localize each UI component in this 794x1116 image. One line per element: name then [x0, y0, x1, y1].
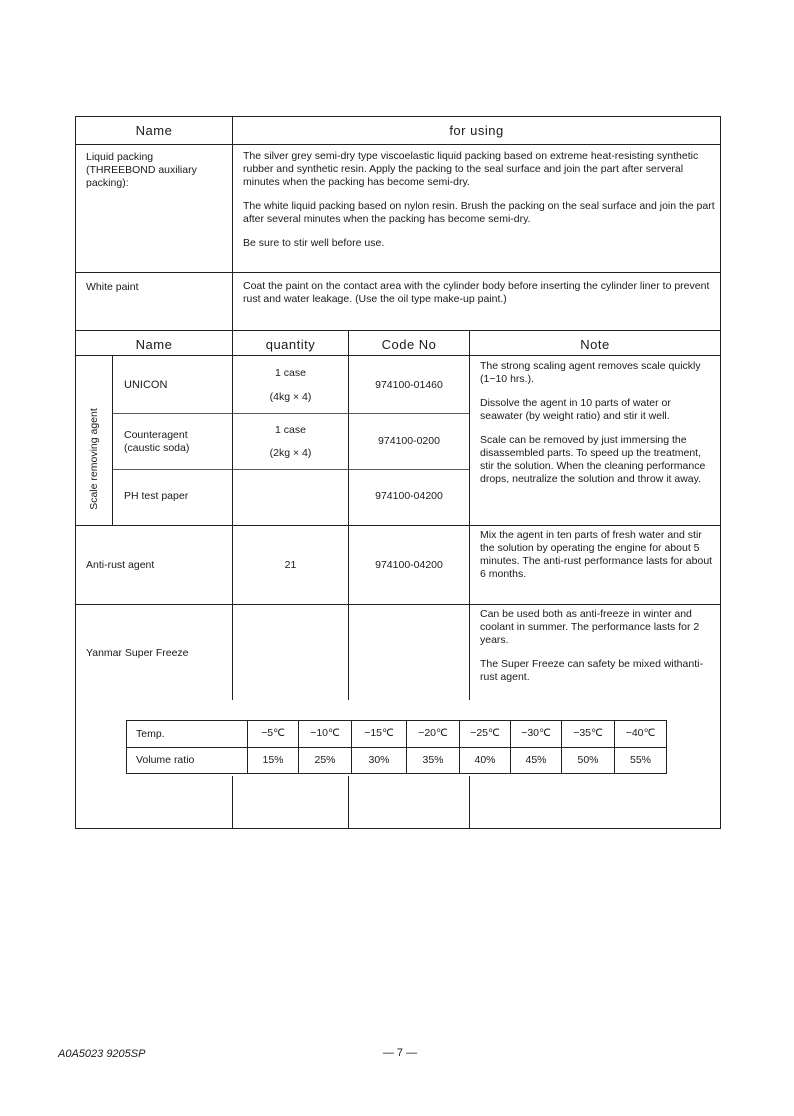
anti-rust-note: Mix the agent in ten parts of fresh water and stir the solution by operating the engine for about 5 minutes. The anti-rust performance lasts for about 6 months. — [480, 529, 713, 580]
liquid-packing-paragraph: The white liquid packing based on nylon resin. Brush the packing on the seal surface and join the part after several minutes when the packing has become semi-dry. — [243, 200, 715, 225]
anti-rust-code: 974100-04200 — [375, 559, 443, 571]
unicon-code: 974100-01460 — [375, 379, 443, 391]
super-freeze-note-paragraph: The Super Freeze can safety be mixed withanti-rust agent. — [480, 658, 703, 683]
top-header-name: Name — [135, 123, 173, 138]
ratio-cell: 15% — [262, 754, 284, 766]
anti-rust-quantity: 21 — [284, 559, 297, 571]
unicon-name: UNICON — [124, 379, 168, 391]
temp-label: Temp. — [136, 728, 165, 740]
bottom-header-code: Code No — [381, 337, 437, 352]
bottom-header-name: Name — [135, 337, 173, 352]
ratio-cell: 45% — [525, 754, 547, 766]
unicon-quantity-detail: (4kg × 4) — [269, 391, 312, 403]
page-number: — 7 — — [382, 1047, 418, 1059]
temp-cell: −30℃ — [521, 727, 551, 739]
temp-cell: −40℃ — [625, 727, 656, 739]
liquid-packing-name: Liquid packing (THREEBOND auxiliary packing): — [86, 151, 197, 189]
temp-cell: −10℃ — [310, 727, 340, 739]
ratio-cell: 35% — [422, 754, 444, 766]
bottom-header-quantity: quantity — [265, 337, 316, 352]
temp-cell: −5℃ — [261, 727, 285, 739]
temp-cell: −25℃ — [470, 727, 500, 739]
document-code: A0A5023 9205SP — [58, 1048, 146, 1060]
ph-test-paper-name: PH test paper — [124, 490, 189, 502]
ratio-cell: 50% — [577, 754, 599, 766]
counteragent-quantity: 1 case — [275, 424, 306, 436]
temp-cell: −15℃ — [364, 727, 394, 739]
scale-removing-agent-label: Scale removing agent — [88, 408, 100, 510]
temp-cell: −20℃ — [418, 727, 448, 739]
ratio-cell: 55% — [629, 754, 651, 766]
super-freeze-note — [480, 608, 716, 695]
ratio-cell: 30% — [368, 754, 390, 766]
scale-note-paragraph: The strong scaling agent removes scale quickly (1−10 hrs.). — [480, 360, 701, 385]
counteragent-name: Counteragent (caustic soda) — [124, 429, 190, 454]
scale-note-paragraph: Dissolve the agent in 10 parts of water or seawater (by weight ratio) and stir it well. — [480, 397, 671, 422]
ph-test-paper-code: 974100-04200 — [375, 490, 443, 502]
white-paint-name: White paint — [86, 281, 139, 293]
white-paint-description: Coat the paint on the contact area with the cylinder body before inserting the cylinder liner to prevent rust and water leakage. (Use the oil type make-up paint.) — [243, 280, 710, 305]
liquid-packing-paragraph: The silver grey semi-dry type viscoelastic liquid packing based on extreme heat-resisting synthetic rubber and synthetic resin. Apply the packing to the seal surface and join the part after serveral minutes when the packing has become semi-dry. — [243, 150, 699, 188]
anti-rust-name: Anti-rust agent — [86, 559, 155, 571]
liquid-packing-description — [243, 150, 715, 261]
liquid-packing-paragraph: Be sure to stir well before use. — [243, 237, 385, 249]
super-freeze-note-paragraph: Can be used both as anti-freeze in winter and coolant in summer. The performance lasts for 2 years. — [480, 608, 700, 646]
top-header-for-using: for using — [449, 123, 504, 138]
counteragent-code: 974100-0200 — [378, 435, 440, 447]
counteragent-quantity-detail: (2kg × 4) — [269, 447, 312, 459]
volume-ratio-label: Volume ratio — [136, 754, 195, 766]
scale-note-paragraph: Scale can be removed by just immersing the disassembled parts. To speed up the treatment, stir the solution. When the cleaning performance drops, neutralize the solution and throw it away. — [480, 434, 706, 485]
bottom-header-note: Note — [580, 337, 610, 352]
ratio-cell: 25% — [314, 754, 336, 766]
ratio-cell: 40% — [474, 754, 496, 766]
scale-note — [480, 360, 716, 497]
super-freeze-name: Yanmar Super Freeze — [86, 647, 189, 659]
temp-cell: −35℃ — [573, 727, 603, 739]
unicon-quantity: 1 case — [275, 367, 306, 379]
